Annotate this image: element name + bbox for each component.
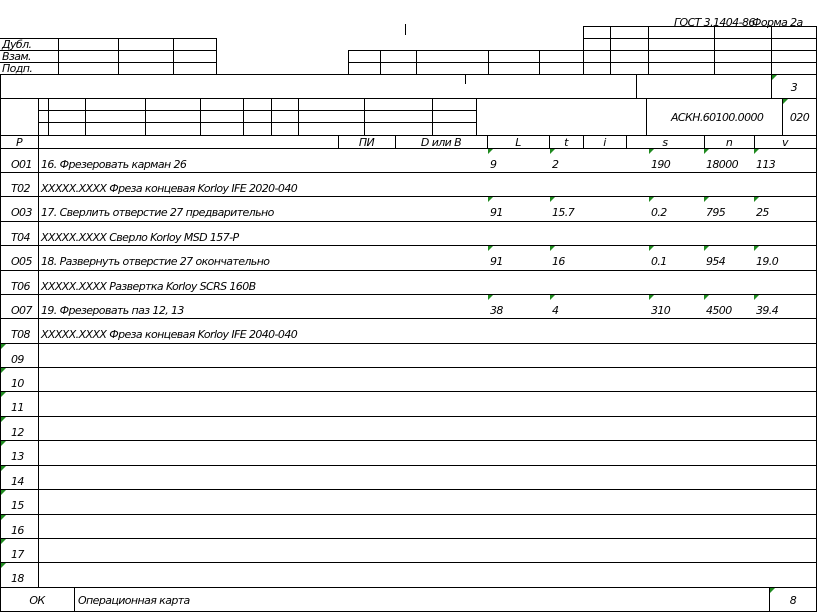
col-header-d-or-b: D или В [420,136,462,149]
row-value-t: 2 [552,158,559,171]
footer-sheet-number: 8 [789,594,797,607]
cell-marker [488,197,493,202]
cell-marker [704,149,709,154]
col-header-s: s [662,136,668,149]
col-header-pi: ПИ [358,136,375,149]
col-header-t: t [564,136,568,149]
cell-marker [550,197,555,202]
row-code: О07 [11,304,32,317]
cell-marker [649,295,654,300]
row-value-v: 19.0 [756,255,779,268]
row-value-v: 39.4 [756,304,779,317]
cell-marker [1,563,6,568]
row-value-t: 16 [552,255,565,268]
row-value-l: 91 [490,206,503,219]
sheet-number: 3 [790,81,798,94]
cell-marker [772,75,777,80]
cell-marker [488,149,493,154]
col-header-i: i [603,136,606,149]
cell-marker [550,295,555,300]
cell-marker [1,344,6,349]
row-value-t: 15.7 [552,206,575,219]
row-code: 18 [11,572,24,585]
row-code: Т04 [11,231,30,244]
row-code: О03 [11,206,32,219]
row-value-n: 954 [706,255,726,268]
row-code: Т08 [11,328,30,341]
row-text: ХХХХХ.ХХХХ Фреза концевая Korloy IFE 2020-040 [41,182,298,195]
col-header-l: L [515,136,521,149]
row-code: 10 [11,377,24,390]
label-vzam: Взам. [2,50,31,63]
row-text: 17. Сверлить отверстие 27 предварительно [41,206,274,219]
operation-number: 020 [789,111,810,124]
row-value-l: 38 [490,304,503,317]
label-podp: Подп. [2,62,33,75]
cell-marker [1,441,6,446]
document-code: АСКН.60100.0000 [671,111,764,124]
cell-marker [754,295,759,300]
row-value-v: 113 [756,158,776,171]
cell-marker [649,246,654,251]
cell-marker [704,197,709,202]
row-code: 11 [11,401,24,414]
cell-marker [1,539,6,544]
col-header-p: Р [15,136,23,149]
row-code: 17 [11,548,24,561]
row-text: ХХХХХ.ХХХХ Развертка Korloy SCRS 160B [41,280,256,293]
footer-title: Операционная карта [78,594,190,607]
row-code: 16 [11,524,24,537]
cell-marker [783,99,788,104]
form-label: Форма 2а [752,16,803,29]
cell-marker [488,246,493,251]
row-code: О01 [11,158,32,171]
row-value-n: 18000 [706,158,738,171]
row-code: 13 [11,450,24,463]
cell-marker [754,197,759,202]
cell-marker [1,490,6,495]
row-text: ХХХХХ.ХХХХ Сверло Korloy MSD 157-P [41,231,239,244]
cell-marker [550,246,555,251]
row-value-s: 310 [651,304,671,317]
row-code: Т02 [11,182,30,195]
cell-marker [704,246,709,251]
row-value-t: 4 [552,304,559,317]
standard-label: ГОСТ 3.1404-86 [674,16,755,29]
col-header-n: n [725,136,733,149]
row-code: 12 [11,426,24,439]
row-value-s: 190 [651,158,671,171]
cell-marker [1,392,6,397]
row-code: 15 [11,499,24,512]
row-value-s: 0.1 [651,255,667,268]
cell-marker [649,149,654,154]
row-code: 09 [11,353,24,366]
cell-marker [1,466,6,471]
col-header-v: v [782,136,788,149]
row-value-v: 25 [756,206,769,219]
footer-code: ОК [29,594,45,607]
label-dubl: Дубл. [2,38,32,51]
cell-marker [1,368,6,373]
row-text: ХХХХХ.ХХХХ Фреза концевая Korloy IFE 2040-040 [41,328,298,341]
cell-marker [1,515,6,520]
row-text: 18. Развернуть отверстие 27 окончательно [41,255,270,268]
cell-marker [550,149,555,154]
row-value-s: 0.2 [651,206,667,219]
cell-marker [770,588,775,593]
cell-marker [754,149,759,154]
cell-marker [649,197,654,202]
row-text: 19. Фрезеровать паз 12, 13 [41,304,184,317]
row-value-n: 795 [706,206,726,219]
row-value-l: 91 [490,255,503,268]
row-code: О05 [11,255,32,268]
cell-marker [704,295,709,300]
row-value-n: 4500 [706,304,732,317]
cell-marker [488,295,493,300]
row-value-l: 9 [490,158,497,171]
cell-marker [754,246,759,251]
row-code: Т06 [11,280,30,293]
cell-marker [1,417,6,422]
row-code: 14 [11,475,24,488]
row-text: 16. Фрезеровать карман 26 [41,158,187,171]
